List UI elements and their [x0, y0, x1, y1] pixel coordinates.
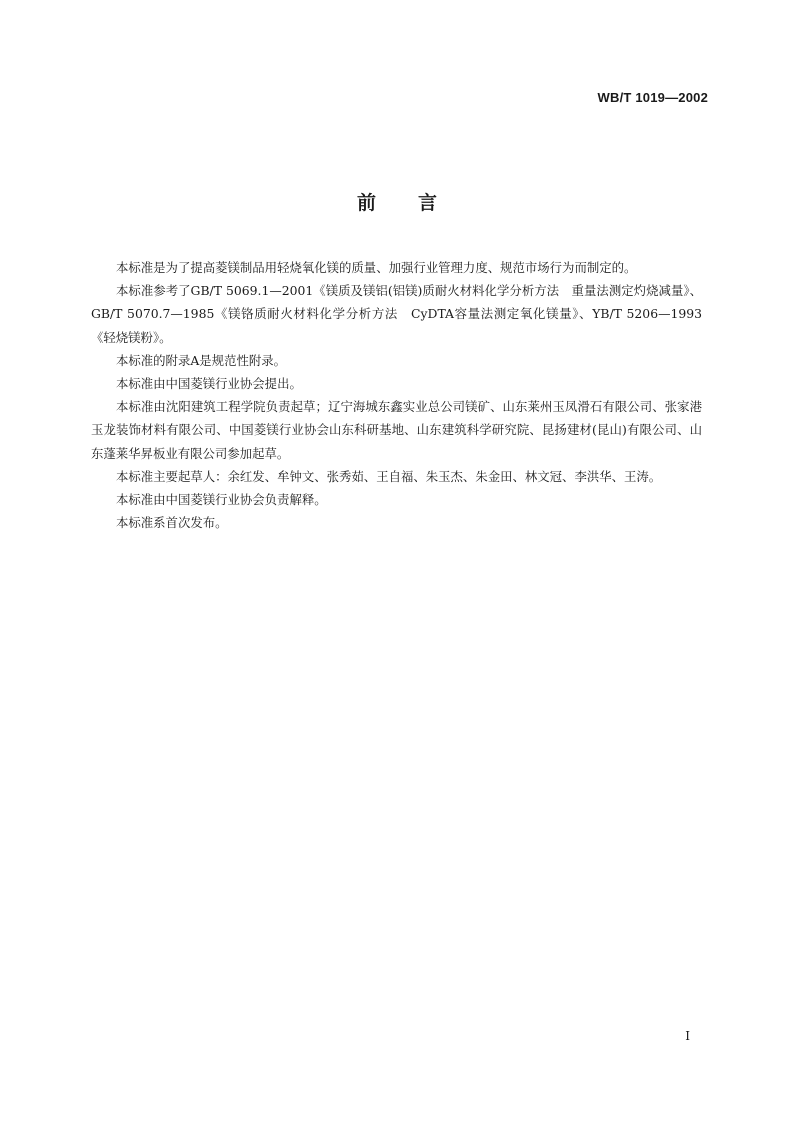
page-number: I — [685, 1029, 690, 1043]
paragraph-drafting-units: 本标准由沈阳建筑工程学院负责起草；辽宁海城东鑫实业总公司镁矿、山东莱州玉凤滑石有限公司、张家港玉龙装饰材料有限公司、中国菱镁行业协会山东科研基地、山东建筑科学研究院、昆扬建材(昆山)有限公司、山东蓬莱华昇板业有限公司参加起草。 — [91, 399, 702, 461]
paragraph-appendix: 本标准的附录A是规范性附录。 — [116, 352, 287, 368]
standard-code: WB/T 1019—2002 — [597, 90, 708, 105]
paragraph-references: 本标准参考了GB/T 5069.1—2001《镁质及镁铝(铝镁)质耐火材料化学分析方法 重量法测定灼烧减量》、GB/T 5070.7—1985《镁铬质耐火材料化学分析方法 CyDTA容量法测定氧化镁量》、YB/T 5206—1993《轻烧镁粉》。 — [91, 283, 702, 345]
paragraph-first-release: 本标准系首次发布。 — [116, 515, 228, 531]
paragraph-interpretation: 本标准由中国菱镁行业协会负责解释。 — [116, 492, 327, 508]
paragraph-purpose: 本标准是为了提高菱镁制品用轻烧氧化镁的质量、加强行业管理力度、规范市场行为而制定的。 — [116, 260, 637, 275]
paragraph-drafters: 本标准主要起草人：余红发、牟钟文、张秀茹、王自福、朱玉杰、朱金田、林文冠、李洪华、王涛。 — [116, 468, 662, 484]
paragraph-proposer: 本标准由中国菱镁行业协会提出。 — [116, 376, 302, 392]
page-title: 前言 — [356, 192, 479, 214]
preface-body — [91, 256, 702, 534]
